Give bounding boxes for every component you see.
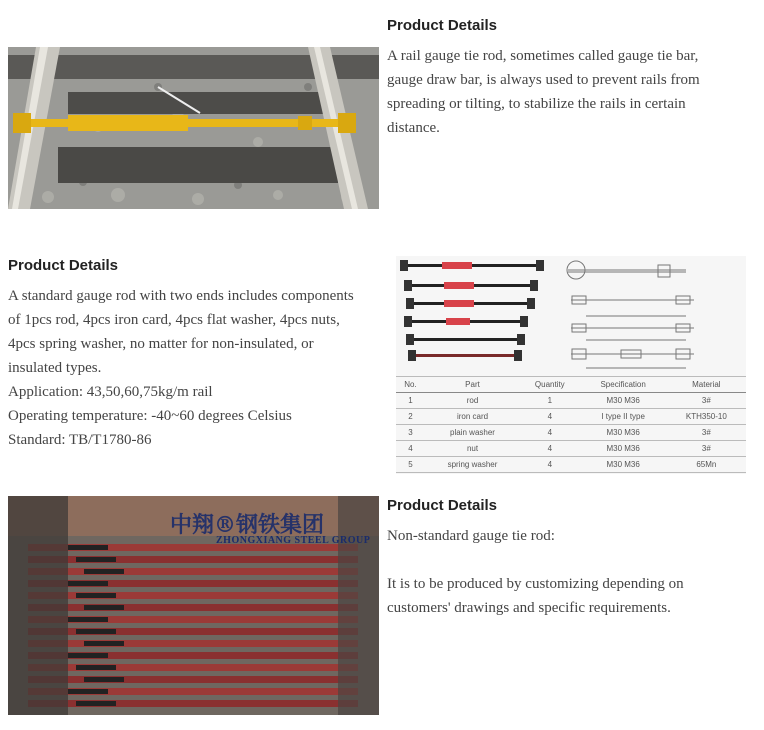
section-2-line: Standard: TB/T1780-86 — [8, 432, 152, 448]
section-3-line: Non-standard gauge tie rod: — [387, 528, 555, 544]
table-cell: plain washer — [425, 425, 520, 441]
table-cell: 4 — [396, 441, 425, 457]
spec-col-header: Part — [425, 377, 520, 393]
section-1-line: gauge draw bar, is always used to prevent rails from — [387, 72, 700, 88]
table-cell: 5 — [396, 457, 425, 473]
spec-table-header-row — [396, 377, 746, 393]
table-cell: 3# — [667, 393, 746, 409]
table-row — [396, 457, 746, 473]
table-cell: 4 — [520, 425, 580, 441]
table-row — [396, 441, 746, 457]
section-3-text — [387, 524, 684, 620]
spec-col-header: Quantity — [520, 377, 580, 393]
section-3-line: It is to be produced by customizing depending on — [387, 576, 684, 592]
section-1-line: spreading or tilting, to stabilize the rails in certain — [387, 96, 686, 112]
spec-col-header: Material — [667, 377, 746, 393]
section-2-line: A standard gauge rod with two ends includes components — [8, 288, 354, 304]
watermark-english: ZHONGXIANG STEEL GROUP — [216, 535, 371, 546]
technical-drawings — [567, 261, 694, 368]
rail-tie-rod-photo — [8, 47, 379, 209]
table-row — [396, 425, 746, 441]
table-cell: 3# — [667, 425, 746, 441]
section-2-heading: Product Details — [8, 257, 119, 274]
table-row — [396, 409, 746, 425]
table-row — [396, 393, 746, 409]
rod-variants — [400, 260, 544, 361]
spec-table — [396, 376, 746, 473]
section-1-line: distance. — [387, 120, 440, 136]
table-cell: M30 M36 — [580, 457, 667, 473]
table-cell: 4 — [520, 409, 580, 425]
table-cell: M30 M36 — [580, 425, 667, 441]
tie-rod-spec-diagram — [396, 256, 746, 474]
tie-rod-drawings — [396, 256, 746, 374]
table-cell: M30 M36 — [580, 393, 667, 409]
table-cell: iron card — [425, 409, 520, 425]
table-cell: 65Mn — [667, 457, 746, 473]
section-3-line — [387, 548, 684, 572]
section-3-heading: Product Details — [387, 497, 498, 514]
section-2-line: Operating temperature: -40~60 degrees Celsius — [8, 408, 292, 424]
table-cell: KTH350-10 — [667, 409, 746, 425]
table-cell: 4 — [520, 457, 580, 473]
section-2-line: 4pcs spring washer, no matter for non-insulated, or — [8, 336, 314, 352]
rail-track-illustration — [8, 47, 379, 209]
table-cell: I type II type — [580, 409, 667, 425]
section-1-text — [387, 44, 700, 140]
section-2-text — [8, 284, 354, 452]
table-cell: 4 — [520, 441, 580, 457]
spec-col-header: Specification — [580, 377, 667, 393]
section-3-line: customers' drawings and specific requirements. — [387, 600, 671, 616]
table-cell: nut — [425, 441, 520, 457]
section-1-line: A rail gauge tie rod, sometimes called gauge tie bar, — [387, 48, 699, 64]
table-cell: 1 — [520, 393, 580, 409]
table-cell: 2 — [396, 409, 425, 425]
section-2-line: insulated types. — [8, 360, 102, 376]
table-cell: 3# — [667, 441, 746, 457]
section-2-line: of 1pcs rod, 4pcs iron card, 4pcs flat washer, 4pcs nuts, — [8, 312, 340, 328]
table-cell: 3 — [396, 425, 425, 441]
tie-rod-stack-photo — [8, 496, 379, 715]
table-cell: 1 — [396, 393, 425, 409]
table-cell: spring washer — [425, 457, 520, 473]
watermark-chinese: 中翔®钢铁集团 — [170, 512, 325, 538]
spec-col-header: No. — [396, 377, 425, 393]
table-cell: rod — [425, 393, 520, 409]
table-cell: M30 M36 — [580, 441, 667, 457]
section-1-heading: Product Details — [387, 17, 498, 34]
section-2-line: Application: 43,50,60,75kg/m rail — [8, 384, 213, 400]
